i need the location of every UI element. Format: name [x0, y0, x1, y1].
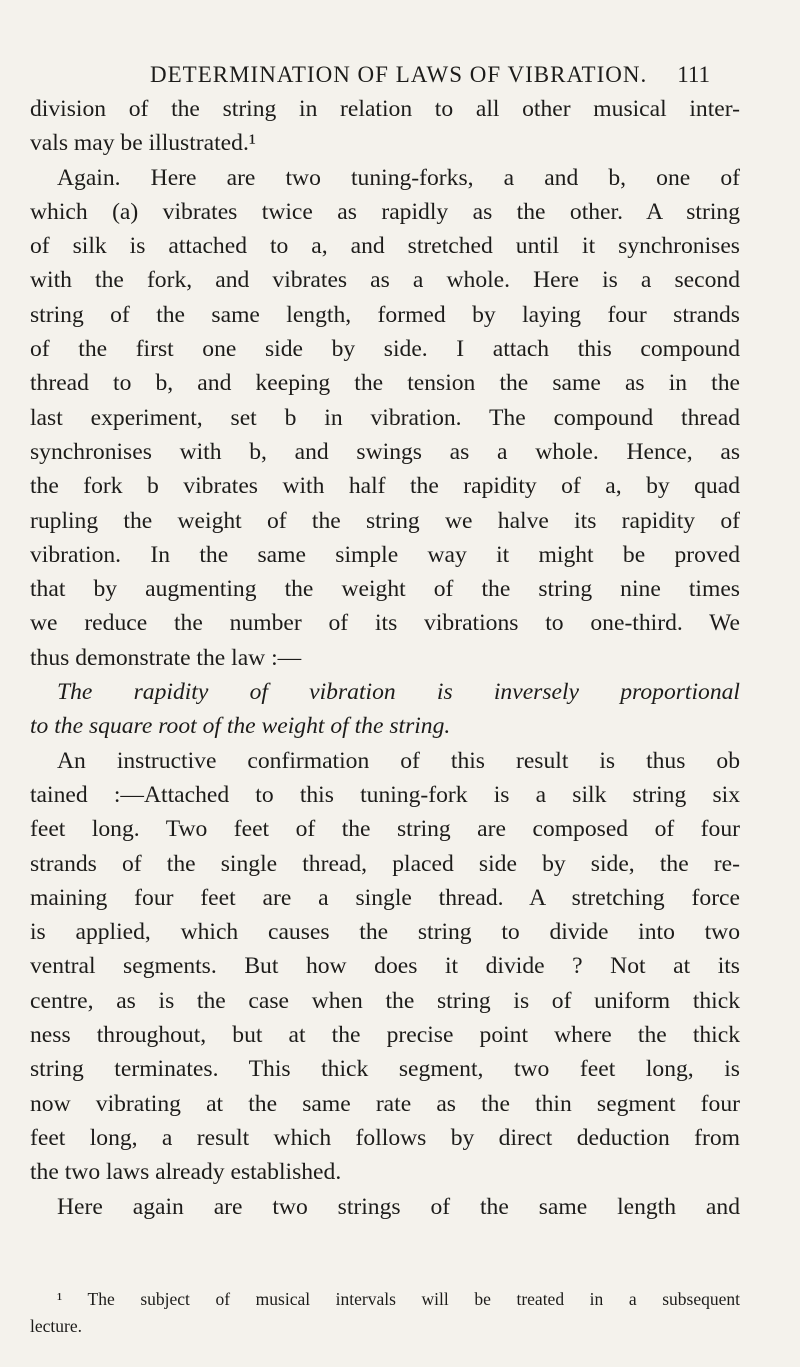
text-line: feet long, a result which follows by direct deduction from [30, 1124, 740, 1151]
text-line: we reduce the number of its vibrations to one-third. We [30, 610, 740, 637]
text-line: centre, as is the case when the string is of uniform thick [30, 987, 740, 1014]
text-line: the two laws already established. [30, 1159, 342, 1186]
text-line: string terminates. This thick segment, two feet long, is [30, 1056, 740, 1083]
text-line: the fork b vibrates with half the rapidity of a, by quad [30, 473, 740, 500]
running-title: DETERMINATION OF LAWS OF VIBRATION. [150, 62, 648, 87]
text-line: An instructive confirmation of this result is thus ob [57, 747, 740, 774]
text-line: ness throughout, but at the precise point where the thick [30, 1022, 740, 1049]
text-line: Again. Here are two tuning-forks, a and b, one of [57, 164, 740, 191]
text-line: is applied, which causes the string to divide into two [30, 919, 740, 946]
text-line: strands of the single thread, placed side by side, the re- [30, 850, 740, 877]
law-statement-line: to the square root of the weight of the string. [30, 713, 451, 740]
text-line: string of the same length, formed by laying four strands [30, 301, 740, 328]
text-line: of the first one side by side. I attach this compound [30, 336, 740, 363]
text-line: of silk is attached to a, and stretched until it synchronises [30, 233, 740, 260]
text-line: now vibrating at the same rate as the thin segment four [30, 1090, 740, 1117]
body-text [30, 92, 740, 1224]
text-line: which (a) vibrates twice as rapidly as the other. A string [30, 198, 740, 225]
text-line: tained :—Attached to this tuning-fork is a silk string six [30, 781, 740, 808]
page-number: 111 [677, 62, 710, 87]
text-line: synchronises with b, and swings as a whole. Hence, as [30, 438, 740, 465]
text-line: vibration. In the same simple way it might be proved [30, 541, 740, 568]
running-head [150, 62, 750, 88]
text-line: division of the string in relation to all other musical inter- [30, 96, 740, 122]
text-line: vals may be illustrated.¹ [30, 130, 256, 157]
text-line: Here again are two strings of the same length and [57, 1193, 740, 1220]
footnote-line: ¹ The subject of musical intervals will be treated in a subsequent [57, 1289, 740, 1309]
text-line: maining four feet are a single thread. A stretching force [30, 884, 740, 911]
text-line: that by augmenting the weight of the string nine times [30, 576, 740, 603]
text-line: last experiment, set b in vibration. The compound thread [30, 404, 740, 431]
text-line: thread to b, and keeping the tension the same as in the [30, 370, 740, 397]
footnote-line: lecture. [30, 1316, 82, 1336]
text-line: with the fork, and vibrates as a whole. Here is a second [30, 267, 740, 294]
text-line: thus demonstrate the law :— [30, 644, 302, 671]
footnote [30, 1286, 740, 1340]
law-statement-line: The rapidity of vibration is inversely proportional [57, 679, 740, 706]
text-line: feet long. Two feet of the string are composed of four [30, 816, 740, 843]
text-line: rupling the weight of the string we halve its rapidity of [30, 507, 740, 534]
text-line: ventral segments. But how does it divide ? Not at its [30, 953, 740, 980]
